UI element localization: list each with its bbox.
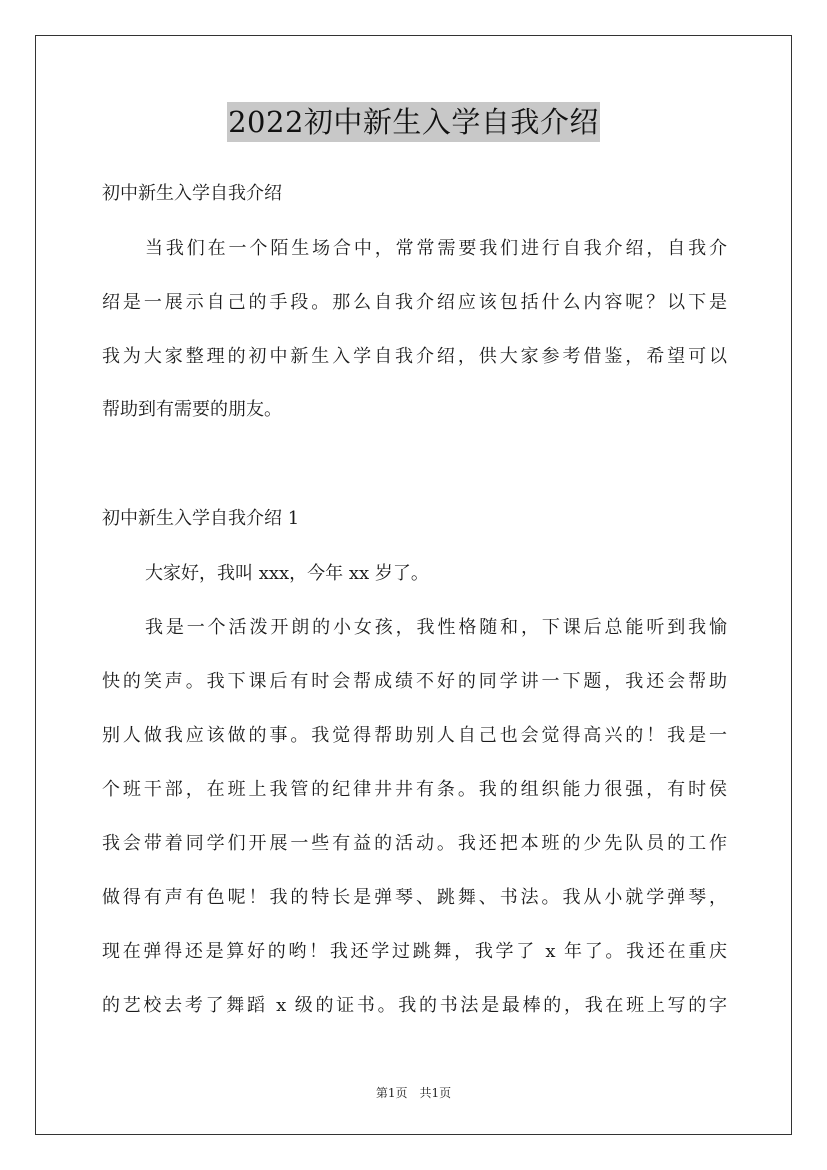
document-title: 2022初中新生入学自我介绍 bbox=[227, 102, 600, 142]
body-line: 快的笑声。我下课后有时会帮成绩不好的同学讲一下题，我还会帮助 bbox=[102, 671, 727, 692]
intro-line: 当我们在一个陌生场合中，常常需要我们进行自我介绍，自我介 bbox=[145, 238, 727, 259]
intro-line: 帮助到有需要的朋友。 bbox=[102, 399, 282, 420]
page-footer bbox=[0, 1085, 827, 1101]
body-line: 我会带着同学们开展一些有益的活动。我还把本班的少先队员的工作 bbox=[102, 833, 727, 854]
body-line: 别人做我应该做的事。我觉得帮助别人自己也会觉得高兴的！我是一 bbox=[102, 725, 727, 746]
intro-line: 我为大家整理的初中新生入学自我介绍，供大家参考借鉴，希望可以 bbox=[102, 346, 727, 367]
greeting-line: 大家好，我叫 xxx，今年 xx 岁了。 bbox=[145, 563, 429, 584]
body-line: 现在弹得还是算好的哟！我还学过跳舞，我学了 x 年了。我还在重庆 bbox=[102, 941, 727, 962]
title-container bbox=[0, 102, 827, 142]
body-line: 的艺校去考了舞蹈 x 级的证书。我的书法是最棒的，我在班上写的字 bbox=[102, 995, 727, 1016]
body-line: 我是一个活泼开朗的小女孩，我性格随和，下课后总能听到我愉 bbox=[145, 617, 727, 638]
body-line: 个班干部，在班上我管的纪律井井有条。我的组织能力很强，有时侯 bbox=[102, 779, 727, 800]
page-total: 共1页 bbox=[419, 1086, 452, 1100]
page-number: 第1页 bbox=[375, 1086, 408, 1100]
section-heading: 初中新生入学自我介绍 bbox=[102, 183, 282, 204]
intro-line: 绍是一展示自己的手段。那么自我介绍应该包括什么内容呢？以下是 bbox=[102, 292, 727, 313]
section-heading: 初中新生入学自我介绍 1 bbox=[102, 508, 300, 529]
body-line: 做得有声有色呢！我的特长是弹琴、跳舞、书法。我从小就学弹琴， bbox=[102, 887, 727, 908]
